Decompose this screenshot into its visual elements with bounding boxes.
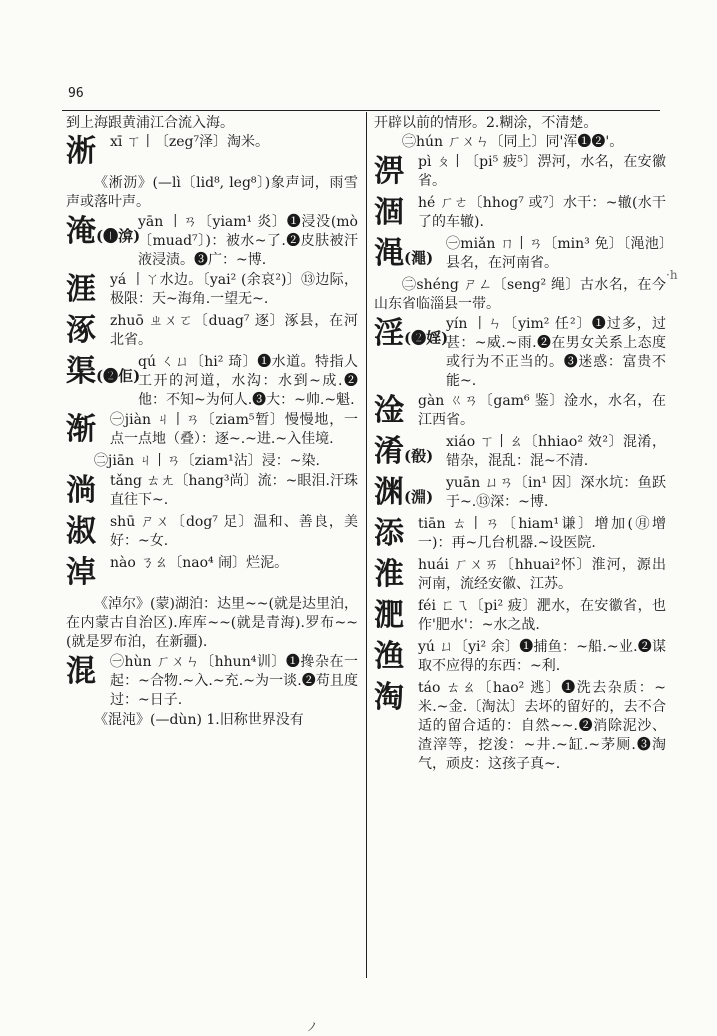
dictionary-entry — [374, 133, 666, 152]
headword-char: 淝 — [374, 598, 404, 633]
headword — [374, 556, 404, 594]
headword — [374, 194, 404, 232]
definition-text: táo ㄊㄠ〔hao² 逃〕❶洗去杂质：~米.~金.〔淘汰〕去坏的留好的，去不合适的留合适的：自然~~.❷消除泥沙、渣滓等，挖浚：~井.~缸.~茅厕.❸淘气，顽皮：这孩子真~. — [418, 680, 666, 772]
dictionary-entry — [374, 597, 666, 637]
dictionary-entry — [374, 433, 666, 473]
dictionary-entry — [374, 515, 666, 555]
headword-variant: (淵) — [404, 488, 434, 506]
dictionary-entry — [66, 133, 358, 173]
continued-text: 到上海跟黄浦江合流入海。 — [66, 115, 234, 131]
headword-variant: (澠) — [404, 249, 434, 267]
headword-char: 涯 — [66, 272, 96, 307]
headword — [66, 554, 96, 592]
definition-text: 《淖尔》(蒙)湖泊：达里~~(就是达里泊，在内蒙古自治区).库库~~(就是青海).罗布~~(就是罗布泊，在新疆). — [66, 596, 358, 650]
headword — [374, 433, 433, 475]
header-rule — [62, 110, 660, 111]
dictionary-entry — [374, 194, 666, 234]
page-number: 96 — [68, 86, 84, 101]
headword — [374, 235, 433, 277]
definition-text: ㊁jiān ㄐ丨ㄢ〔ziam¹沾〕浸：~染. — [94, 453, 320, 469]
right-column — [374, 114, 666, 775]
headword-char: 淌 — [66, 473, 96, 508]
definition-text: zhuō ㄓㄨㄛ〔duag⁷ 逐〕涿县，在河北省。 — [110, 313, 358, 348]
headword-char: 淹 — [66, 214, 96, 249]
definition-text: hé ㄏㄜ〔hhog⁷ 或⁷〕水干：~辙(水干了的车辙). — [418, 195, 666, 230]
left-column — [66, 114, 358, 731]
dictionary-entry — [374, 235, 666, 275]
headword — [66, 411, 96, 449]
continued-text: 开辟以前的情形。2.糊涂，不清楚。 — [374, 115, 598, 131]
headword-char: 渠 — [66, 354, 96, 389]
headword — [374, 597, 404, 635]
dictionary-entry — [374, 474, 666, 514]
definition-text: ㊀miǎn ㄇ丨ㄢ〔min³ 免〕〔渑池〕县名，在河南省。 — [446, 236, 666, 271]
headword — [374, 474, 433, 516]
dictionary-entry — [66, 213, 358, 270]
dictionary-entry — [66, 513, 358, 553]
headword — [374, 679, 404, 717]
headword-char: 添 — [374, 516, 404, 551]
headword — [374, 515, 404, 553]
dictionary-entry — [66, 653, 358, 710]
dictionary-entry — [374, 315, 666, 391]
definition-text: ㊀hùn ㄏㄨㄣ〔hhun⁴训〕❶搀杂在一起：~合物.~入.~充.~为一谈.❷苟且度过：~日子. — [110, 654, 358, 708]
headword-char: 淖 — [66, 555, 96, 590]
definition-text: huái ㄏㄨㄞ〔hhuai²怀〕淮河，源出河南，流经安徽、江苏。 — [418, 557, 666, 592]
dictionary-entry — [66, 353, 358, 410]
column-divider — [366, 112, 367, 978]
headword — [66, 472, 96, 510]
definition-text: nào ㄋㄠ〔nao⁴ 闹〕烂泥。 — [110, 555, 289, 571]
headword — [374, 638, 404, 676]
headword-variant: (❷佢) — [96, 367, 141, 385]
headword-char: 渔 — [374, 639, 404, 674]
headword-variant: (殽) — [404, 447, 434, 465]
headword-char: 渐 — [66, 412, 96, 447]
headword-char: 淘 — [374, 680, 404, 715]
dictionary-entry — [374, 153, 666, 193]
headword — [374, 392, 404, 430]
dictionary-entry — [66, 711, 358, 730]
headword — [66, 213, 140, 255]
dictionary-entry — [66, 554, 358, 594]
scan-mark: ·h — [666, 268, 678, 282]
headword-char: 淅 — [66, 134, 96, 169]
dictionary-entry — [66, 472, 358, 512]
dictionary-entry — [374, 276, 666, 314]
definition-text: yuān ㄩㄢ〔in¹ 因〕深水坑：鱼跃于~.⑬深：~博. — [446, 475, 666, 510]
definition-text: yá 丨ㄚ水边。〔yai² (余哀²)〕⑬边际，极限：天~海角.一望无~. — [110, 272, 358, 307]
definition-text: qú ㄑㄩ〔hi² 琦〕❶水道。特指人工开的河道，水沟：水到~成.❷他：不知~为何人.❸大：~帅.~魁. — [138, 354, 358, 408]
definition-text: ㊁hún ㄏㄨㄣ〔同上〕同'浑❶❷'。 — [402, 134, 624, 150]
headword-char: 淠 — [374, 154, 404, 189]
definition-text: 《混沌》(—dùn) 1.旧称世界没有 — [94, 712, 304, 728]
dictionary-entry — [374, 679, 666, 774]
headword — [66, 133, 96, 171]
definition-text: pì ㄆ丨〔pi⁵ 疲⁵〕淠河，水名，在安徽省。 — [418, 154, 666, 189]
definition-text: yān 丨ㄢ〔yiam¹ 炎〕❶浸没(mò〔muad⁷〕)：被水~了.❷皮肤被汗液浸渍。❸广：~博. — [138, 214, 358, 268]
definition-text: xiáo ㄒ丨ㄠ〔hhiao² 效²〕混淆，错杂，混乱：混~不清. — [446, 434, 666, 469]
definition-text: tiān ㄊ丨ㄢ〔hiam¹谦〕增加(㊊增一)：再~几台机器.~设医院. — [418, 516, 666, 551]
headword-variant: (❶渰) — [96, 227, 141, 245]
scan-mark: ノ — [306, 1020, 319, 1034]
definition-text: yú ㄩ〔yi² 余〕❶捕鱼：~船.~业.❷谋取不应得的东西：~利. — [418, 639, 666, 674]
definition-text: gàn ㄍㄢ〔gam⁶ 鉴〕淦水，水名，在江西省。 — [418, 393, 666, 428]
definition-text: xī ㄒ丨〔zeg⁷泽〕淘米。 — [110, 134, 270, 150]
headword-char: 淮 — [374, 557, 404, 592]
definition-text: shū ㄕㄨ〔dog⁷ 足〕温和、善良，美好：~女. — [110, 514, 358, 549]
headword — [374, 153, 404, 191]
headword-char: 渊 — [374, 475, 404, 510]
headword-char: 涸 — [374, 195, 404, 230]
definition-text: féi ㄈㄟ〔pi² 疲〕淝水，在安徽省，也作'肥水'：~水之战. — [418, 598, 666, 633]
headword-char: 渑 — [374, 236, 404, 271]
dictionary-entry — [374, 392, 666, 432]
headword-char: 淫 — [374, 316, 404, 351]
headword-char: 淑 — [66, 514, 96, 549]
definition-text: tǎng ㄊㄤ〔hang³尚〕流：~眼泪.汗珠直往下~. — [110, 473, 358, 508]
dictionary-entry — [66, 452, 358, 471]
dictionary-entry — [374, 556, 666, 596]
headword-char: 淆 — [374, 434, 404, 469]
headword — [374, 315, 448, 357]
definition-text: ㊀jiàn ㄐ丨ㄢ〔ziam⁵暂〕慢慢地，一点一点地（叠）：逐~.~进.~入佳境. — [110, 412, 358, 447]
dictionary-entry — [374, 638, 666, 678]
headword — [66, 513, 96, 551]
headword — [66, 312, 96, 350]
definition-text: yín 丨ㄣ〔yim² 任²〕❶过多，过甚：~威.~雨.❷在男女关系上态度或行为不正当的。❸迷惑：富贵不能~. — [446, 316, 666, 389]
headword — [66, 271, 96, 309]
dictionary-entry — [66, 271, 358, 311]
dictionary-entry — [66, 595, 358, 652]
headword — [66, 653, 96, 691]
headword-char: 涿 — [66, 313, 96, 348]
headword-char: 淦 — [374, 393, 404, 428]
dictionary-entry — [66, 312, 358, 352]
headword-variant: (❷婬) — [404, 329, 449, 347]
headword-char: 混 — [66, 654, 96, 689]
dictionary-entry — [66, 411, 358, 451]
dictionary-entry — [66, 174, 358, 212]
headword — [66, 353, 140, 395]
definition-text: 《淅沥》(—lì〔lid⁸, leg⁸〕)象声词，雨雪声或落叶声。 — [66, 175, 358, 210]
definition-text: ㊁shéng ㄕㄥ〔seng² 绳〕古水名，在今山东省临淄县一带。 — [374, 277, 666, 312]
